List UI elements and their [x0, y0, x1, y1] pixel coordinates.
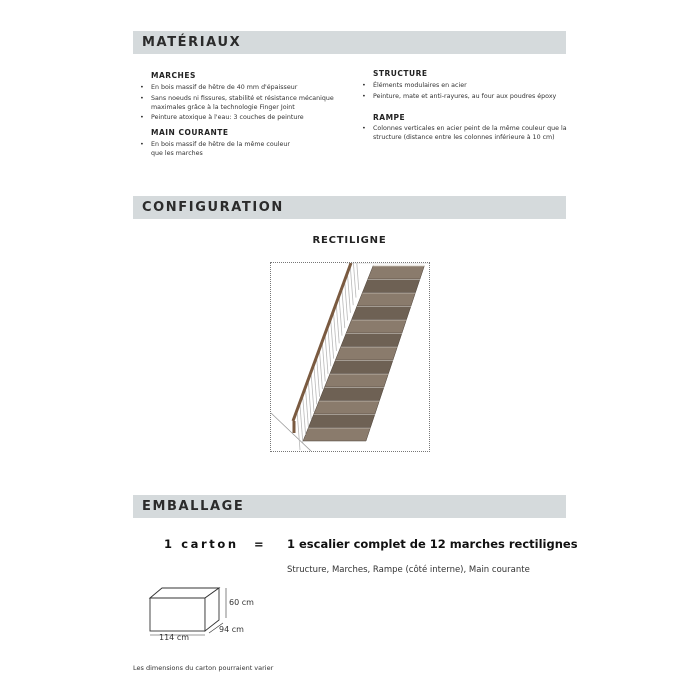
configuration-heading: CONFIGURATION: [142, 200, 284, 215]
rampe-list: [359, 124, 569, 144]
stair-step: [346, 320, 406, 334]
packaging-detail: Structure, Marches, Rampe (côté interne), Main courante: [287, 565, 530, 575]
stair-step: [303, 428, 371, 442]
staircase-steps: [303, 266, 425, 442]
staircase-illustration: [270, 262, 430, 452]
baluster: [342, 288, 345, 328]
baluster: [303, 395, 306, 435]
structure-title: STRUCTURE: [373, 69, 428, 78]
baluster: [356, 263, 359, 290]
list-item: • En bois massif de hêtre de la même couleur que les marches: [137, 140, 297, 158]
baluster: [336, 303, 339, 343]
baluster: [325, 334, 328, 374]
stair-step: [325, 374, 389, 388]
list-item: • En bois massif de hêtre de 40 mm d'épaisseur: [137, 83, 347, 92]
baluster: [308, 380, 311, 420]
stair-step: [368, 266, 425, 280]
baluster: [297, 410, 300, 450]
packaging-content: 1 escalier complet de 12 marches rectilignes: [287, 537, 578, 551]
baluster: [311, 372, 314, 412]
baluster: [317, 357, 320, 397]
carton-width: 114 cm: [159, 633, 190, 642]
staircase-image: [271, 263, 429, 451]
stair-step: [314, 401, 380, 415]
baluster: [345, 280, 348, 320]
carton-front: [150, 598, 205, 631]
baluster: [319, 349, 322, 389]
packaging-section-header: [133, 495, 566, 518]
baluster: [350, 265, 353, 305]
main-courante-title: MAIN COURANTE: [151, 128, 229, 137]
baluster: [353, 263, 356, 298]
marches-title: MARCHES: [151, 71, 196, 80]
materials-section-header: [133, 31, 566, 54]
stair-step: [341, 333, 402, 347]
baluster: [331, 319, 334, 359]
main-courante-list: [137, 140, 297, 160]
list-item: • Éléments modulaires en acier: [359, 81, 574, 90]
stair-step: [319, 387, 384, 401]
list-item: • Sans noeuds ni fissures, stabilité et résistance mécanique maximales grâce à la technologie Finger Joint: [137, 94, 347, 112]
stair-step: [308, 414, 375, 428]
stair-step: [352, 306, 411, 320]
materials-heading: MATÉRIAUX: [142, 35, 242, 50]
baluster: [339, 296, 342, 336]
packaging-quantity: 1 carton: [164, 537, 239, 551]
baluster: [305, 387, 308, 427]
list-item: • Peinture, mate et anti-rayures, au four aux poudres époxy: [359, 92, 574, 101]
stair-step: [362, 279, 420, 293]
list-item: • Colonnes verticales en acier peint de la même couleur que la structure (distance entre les colonnes inférieure à 10 cm): [359, 124, 569, 142]
marches-list: [137, 83, 347, 124]
packaging-footnote: Les dimensions du carton pourraient varier: [133, 664, 274, 672]
structure-list: [359, 81, 574, 102]
baluster: [347, 273, 350, 313]
list-item: • Peinture atoxique à l'eau: 3 couches de peinture: [137, 113, 347, 122]
configuration-section-header: [133, 196, 566, 219]
configuration-type: RECTILIGNE: [312, 235, 387, 246]
packaging-heading: EMBALLAGE: [142, 499, 245, 514]
baluster: [322, 341, 325, 381]
baluster: [333, 311, 336, 351]
stair-step: [335, 347, 397, 361]
carton-height: 60 cm: [229, 598, 254, 607]
carton-depth: 94 cm: [219, 625, 244, 634]
stair-step: [357, 293, 416, 307]
baluster: [328, 326, 331, 366]
baluster: [314, 364, 317, 404]
baluster: [300, 402, 303, 442]
stair-step: [330, 360, 393, 374]
packaging-equals: =: [254, 537, 264, 551]
rampe-title: RAMPE: [373, 113, 406, 122]
